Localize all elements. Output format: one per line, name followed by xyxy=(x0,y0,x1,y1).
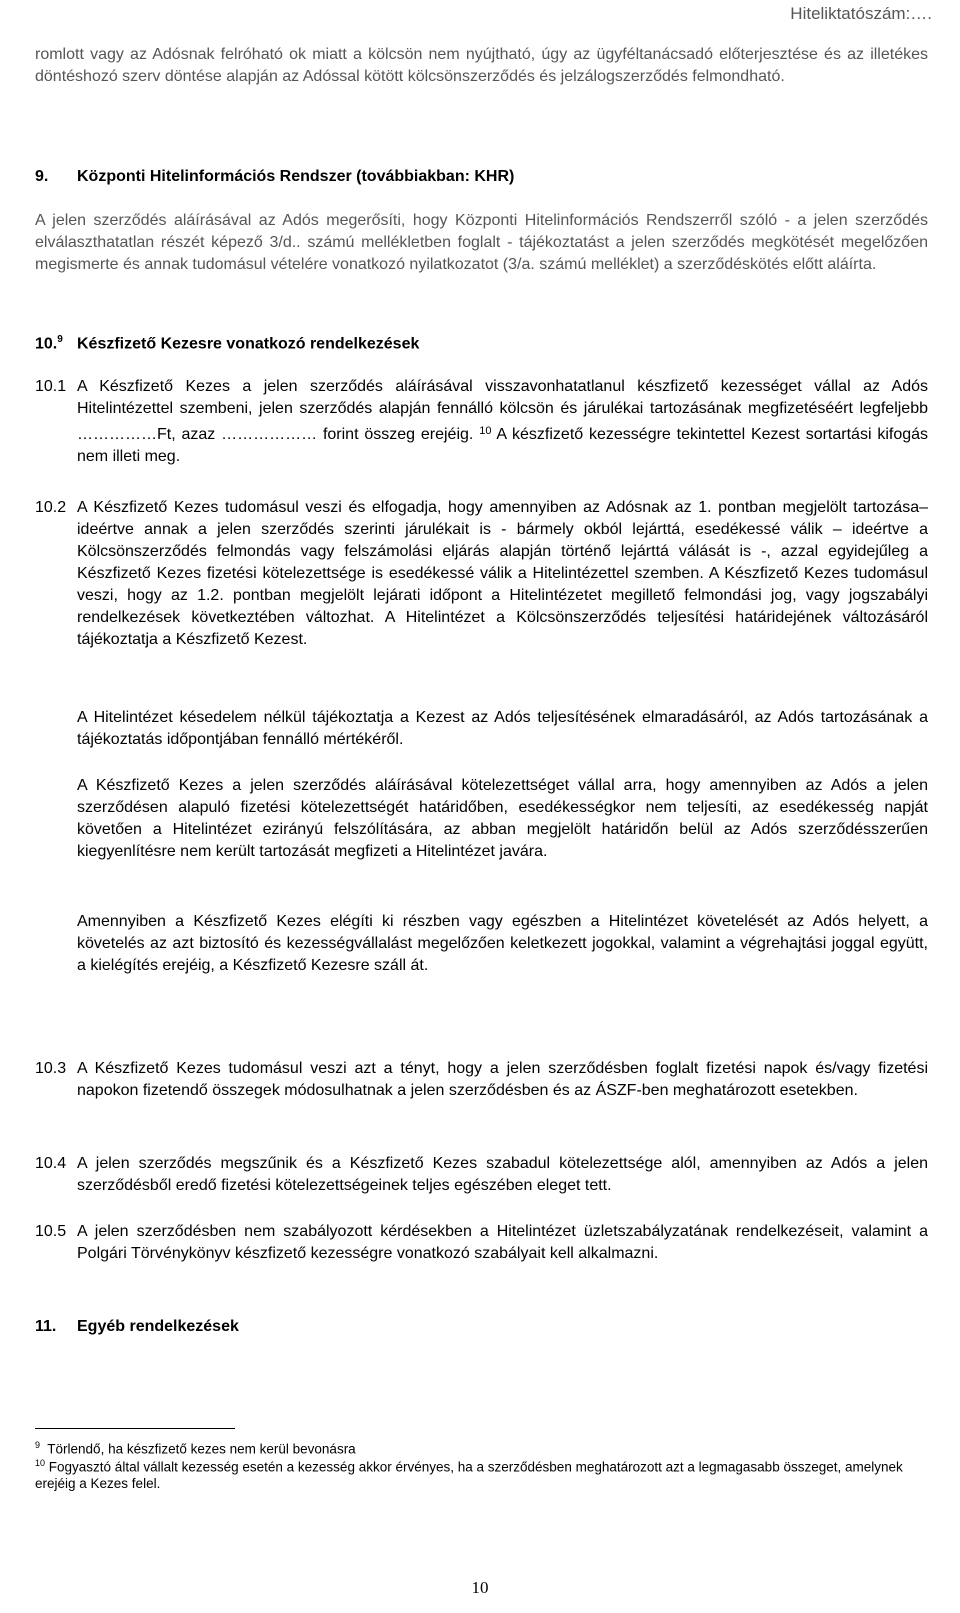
item-text: A jelen szerződésben nem szabályozott kérdésekben a Hitelintézet üzletszabályzatának rendelkezéseit, valamint a Polgári Törvénykönyv készfizető kezességre vonatkozó szabályait kell alkalmazni. xyxy=(77,1223,928,1262)
paragraph-obligation: A Készfizető Kezes a jelen szerződés aláírásával kötelezettséget vállal arra, hogy amennyiben az Adós a jelen szerződésen alapuló fizetési kötelezettségét határidőben, esedékességkor nem teljesíti, az esedékesség napját követően a Hitelintézet ezirányú felszólítására, az abban megjelölt határidőn belül az Adós szerződésszerűen kiegyenlítésre nem került tartozását megfizeti a Hitelintézet javára. xyxy=(77,777,928,860)
item-text: A Készfizető Kezes a jelen szerződés aláírásával visszavonhatatlanul készfizető kezességet vállal az Adós Hitelintézettel szembeni, jelen szerződés alapján fennálló kölcsön és járulékai tartozásának megfizetéséért legfeljebb ……………Ft, azaz ……………… forint összeg erejéig. xyxy=(77,378,928,443)
section-10-heading xyxy=(35,329,419,355)
footnote-divider xyxy=(35,1428,235,1429)
section-11-heading xyxy=(35,1316,239,1338)
footnote-10 xyxy=(35,1455,928,1492)
item-10-4 xyxy=(35,1153,928,1197)
footnote-ref-10: 10 xyxy=(479,425,492,437)
item-number: 10.3 xyxy=(35,1060,67,1077)
footnote-text: Törlendő, ha készfizető kezes nem kerül bevonásra xyxy=(47,1441,356,1457)
item-10-2 xyxy=(35,497,928,651)
section-10-number: 10.$^9$ xyxy=(35,334,63,353)
section-9-title: Központi Hitelinformációs Rendszer (továbbiakban: KHR) xyxy=(77,168,515,185)
item-10-1 xyxy=(35,376,928,468)
item-text: A Készfizető Kezes tudomásul veszi azt a tényt, hogy a jelen szerződésben foglalt fizetési napok és/vagy fizetési napokon fizetendő összegek módosulhatnak a jelen szerződésben és az ÁSZF-ben meghatározott esetekben. xyxy=(77,1060,928,1099)
item-text-continued: A készfizető kezességre tekintettel Kezest sortartási kifogás nem illeti meg. xyxy=(77,426,929,465)
footnote-marker: 10 xyxy=(35,1458,46,1468)
item-10-5 xyxy=(35,1221,928,1265)
intro-paragraph: romlott vagy az Adósnak felróható ok miatt a kölcsön nem nyújtható, úgy az ügyféltanácsadó előterjesztése és az illetékes döntéshozó szerv döntése alapján az Adóssal kötött kölcsönszerződés és jelzálogszerződés felmondható. xyxy=(35,46,928,85)
item-text: A Készfizető Kezes tudomásul veszi és elfogadja, hogy amennyiben az Adósnak az 1. pontban megjelölt tartozása– ideértve annak a jelen szerződés szerinti járulékait is - bármely okból lejárttá, esedékessé válik – ideértve a Kölcsönszerződés felmondás vagy felszámolási eljárás alapján történő lejárttá válását is -, azzal egyidejűleg a Készfizető Kezes fizetési kötelezettsége is esedékessé válik a Hitelintézettel szemben. A Készfizető Kezes tudomásul veszi, hogy az 1.2. pontban megjelölt lejárati időpont a Hitelintézetet megillető felmondási jog, vagy jogszabályi rendelkezések következtében változhat. A Hitelintézet a Kölcsönszerződés teljesítési határidejének változásáról tájékoztatja a Készfizető Kezest. xyxy=(77,499,928,648)
item-text: A jelen szerződés megszűnik és a Készfizető Kezes szabadul kötelezettsége alól, amennyiben az Adós a jelen szerződésből eredő fizetési kötelezettségeinek teljes egészében eleget tett. xyxy=(77,1155,928,1194)
item-number: 10.1 xyxy=(35,378,67,395)
footnote-text: Fogyasztó által vállalt kezesség esetén a kezesség akkor érvényes, ha a szerződésben meghatározott azt a legmagasabb összeget, amelynek erejéig a Kezes felel. xyxy=(35,1459,903,1491)
section-10-title: Készfizető Kezesre vonatkozó rendelkezések xyxy=(77,335,420,353)
section-11-title: Egyéb rendelkezések xyxy=(77,1318,239,1335)
footnote-ref-9: 9 xyxy=(57,334,63,345)
section-9-number: 9. xyxy=(35,168,49,185)
item-number: 10.4 xyxy=(35,1155,67,1172)
section-11-number: 11. xyxy=(35,1318,57,1335)
footnote-marker: 9 xyxy=(35,1440,41,1450)
item-number: 10.2 xyxy=(35,499,67,516)
item-10-3 xyxy=(35,1058,928,1102)
section-9-heading xyxy=(35,166,514,188)
page-number: 10 xyxy=(471,1578,489,1597)
page-header: Hiteliktatószám:…. xyxy=(790,4,932,23)
item-number: 10.5 xyxy=(35,1223,67,1240)
paragraph-notification: A Hitelintézet késedelem nélkül tájékoztatja a Kezest az Adós teljesítésének elmaradásáról, az Adós tartozásának a tájékoztatás időpontjában fennálló mértékéről. xyxy=(77,709,928,748)
paragraph-subrogation: Amennyiben a Készfizető Kezes elégíti ki részben vagy egészben a Hitelintézet követelését az Adós helyett, a követelés az azt biztosító és kezességvállalást megelőzően keletkezett jogokkal, valamint a végrehajtási joggal együtt, a kielégítés erejéig, a Készfizető Kezesre száll át. xyxy=(77,913,928,974)
section-9-body: A jelen szerződés aláírásával az Adós megerősíti, hogy Központi Hitelinformációs Rendszerről szóló - a jelen szerződés elválaszthatatlan részét képező 3/d.. számú mellékletben foglalt - tájékoztatást a jelen szerződés megkötését megelőzően megismerte és annak tudomásul vételére vonatkozó nyilatkozatot (3/a. számú melléklet) a szerződéskötés előtt aláírta. xyxy=(35,212,928,273)
